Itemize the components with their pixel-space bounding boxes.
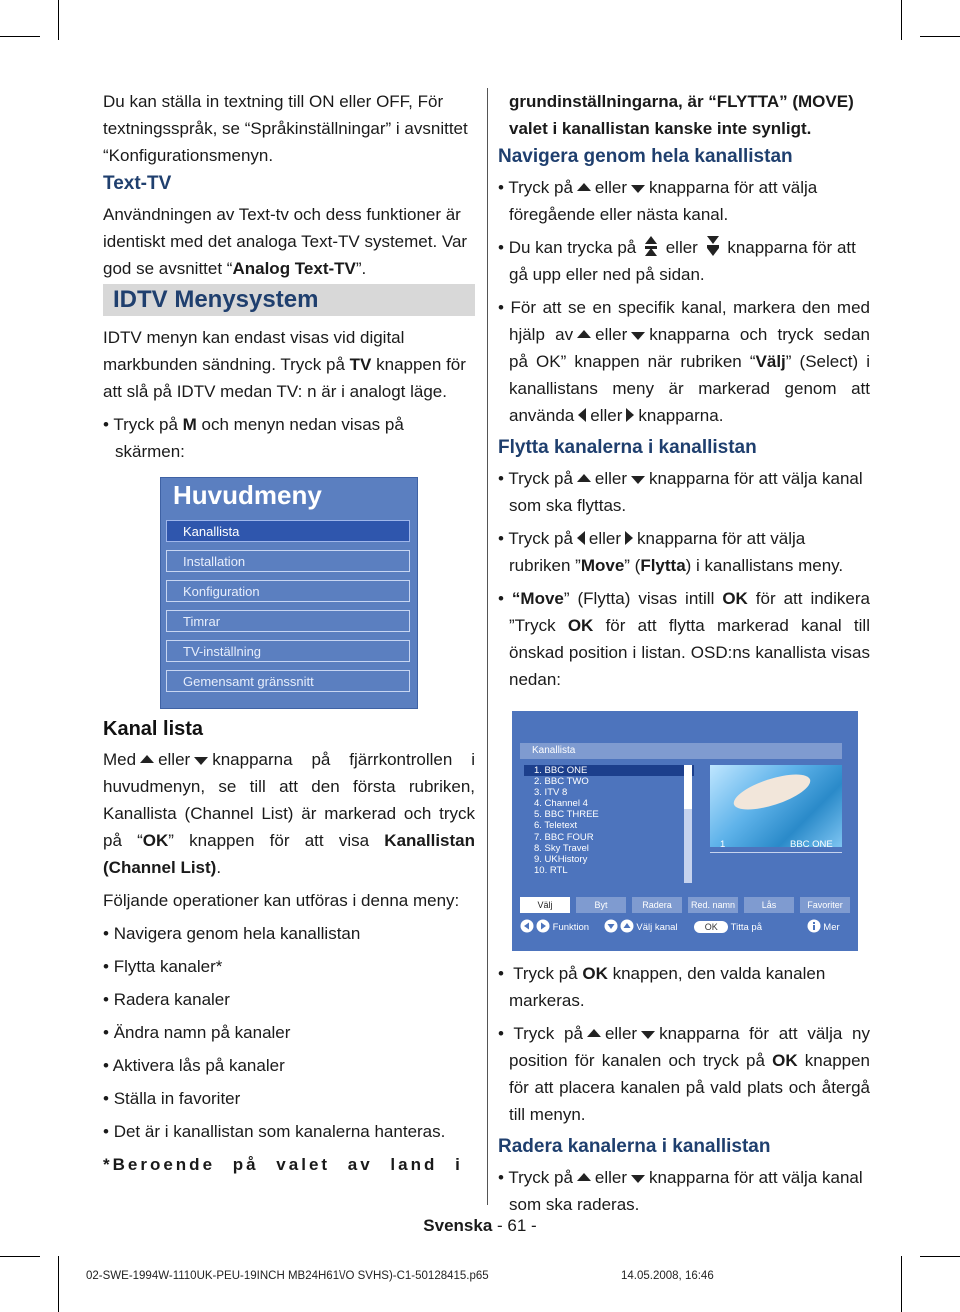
bullet-dot [103,1056,109,1075]
kanal-text-3: knapparna på fjärrkontrollen i huvudmenyn, se till att den första rubriken, Kanallista (Channel List) är markerad och tryck på “ [103,750,475,850]
channel-row[interactable]: 7. BBC FOUR [534,831,594,843]
menu-item-installation[interactable]: Installation [166,550,410,572]
ok-bold: OK [582,964,608,983]
nav-bullet-2 [498,234,870,288]
legend-titta: Titta på [730,922,763,933]
ops-item: Radera kanaler [113,990,230,1009]
move-text: knapparna för att välja rubriken ” [509,529,806,575]
move-bullet-1 [498,465,870,519]
button-byt[interactable]: Byt [576,897,626,913]
ok-text: knappen, den valda kanalen markeras. [509,964,826,1010]
bullet-dot [498,1024,504,1043]
heading-text-tv: Text-TV [103,173,172,194]
move-bold: Move [520,589,564,608]
down-circle-icon [604,919,618,933]
up-arrow-icon [577,330,591,338]
crop-mark [920,36,960,37]
section-band-idtv: IDTV Menysystem [103,284,475,316]
bullet-dot [498,964,504,983]
channel-row[interactable]: 2. BBC TWO [534,776,589,788]
channel-list-header: Kanallista [520,743,842,759]
nav-text: ” (Select) i kanallistans meny är markerad genom att använda [509,352,870,425]
bullet-dot [103,415,109,434]
bullet-dot [103,924,109,943]
nav-text: knapparna för att gå upp eller ned på sidan. [509,238,856,284]
bullet-dot [103,990,109,1009]
button-favoriter[interactable]: Favoriter [800,897,850,913]
button-radera[interactable]: Radera [632,897,682,913]
ok-bold: OK [772,1051,798,1070]
ops-item: Navigera genom hela kanallistan [113,924,361,943]
text-tv-bold: Analog Text-TV [232,259,356,278]
bullet-dot [103,1122,109,1141]
legend-funktion: Funktion [552,922,590,933]
kanal-text-5: . [216,858,222,877]
page-up-icon [645,236,657,256]
move-bold: Flytta [640,556,686,575]
right-column-bottom [498,960,870,1224]
up-arrow-icon [577,183,591,191]
legend-bar [520,919,850,937]
up-circle-icon [620,919,634,933]
button-red-namn[interactable]: Red. namn [688,897,738,913]
move-bold: OK [722,589,748,608]
crop-mark [0,36,40,37]
ops-item: Ändra namn på kanaler [113,1023,291,1042]
left-column-bottom [103,716,475,1184]
down-arrow-icon [631,476,645,484]
down-arrow-icon [631,332,645,340]
menu-item-gemensamt[interactable]: Gemensamt gränssnitt [166,670,410,692]
bullet-dot [103,1089,109,1108]
ops-bullet [103,920,475,947]
ok-button-icon: OK [694,921,728,933]
menu-item-konfiguration[interactable]: Konfiguration [166,580,410,602]
crop-mark [58,0,59,40]
idtv-text: IDTV menyn kan endast visas vid digital markbunden sändning. Tryck på [103,328,405,374]
bullet-dot [498,238,504,257]
footer-date: 14.05.2008, 16:46 [621,1270,714,1282]
heading-move: Flytta kanalerna i kanallistan [498,437,757,458]
delete-bullet-1 [498,1164,870,1218]
right-circle-icon [536,919,550,933]
channel-row[interactable]: 10. RTL [534,864,568,876]
bullet-dot [498,298,504,317]
ops-bullet [103,1019,475,1046]
ops-bullet [103,953,475,980]
nav-bullet-3 [498,294,870,429]
ok-text: Tryck på [513,964,583,983]
bullet-dot [498,589,504,608]
bullet-dot [103,957,109,976]
crop-mark [0,1256,40,1257]
footnote: *Beroende på valet av land i [103,1155,463,1174]
right-arrow-icon [625,531,633,545]
press-m-text: Tryck på [113,415,183,434]
down-arrow-icon [194,757,208,765]
up-arrow-icon [577,474,591,482]
channel-row[interactable]: 6. Teletext [534,820,578,832]
legend-valj-kanal: Välj kanal [636,922,678,933]
ops-item: Det är i kanallistan som kanalerna hanteras. [113,1122,446,1141]
button-las[interactable]: Lås [744,897,794,913]
nav-text: Tryck på [508,178,573,197]
intro-paragraph: Du kan ställa in textning till ON eller OFF, För textningsspråk, se “Språkinställningar” i avsnittet “Konfigurationsmenyn. [103,92,468,165]
preview-channel-name: BBC ONE [790,839,833,850]
preview-underline [710,852,842,853]
delete-text: eller [594,1168,628,1187]
idtv-end: knappen för att slå på IDTV medan TV: n är i analogt läge. [103,355,466,401]
idtv-paragraph [103,324,475,405]
ops-item: Ställa in favoriter [113,1089,241,1108]
kanal-text-4: ” knappen för att visa [168,831,385,850]
press-m-bold: M [182,415,197,434]
delete-text: knapparna för att välja kanal som ska raderas. [509,1168,863,1214]
nav-text: knapparna. [638,406,724,425]
ok-bullet-2 [498,1020,870,1128]
ops-bullet [103,1085,475,1112]
left-circle-icon [520,919,534,933]
right-column-top [498,88,870,699]
up-arrow-icon [587,1029,601,1037]
kanal-text-1: Med [103,750,137,769]
page-down-icon [707,236,719,256]
nav-text: eller [590,406,623,425]
menu-item-kanallista[interactable]: Kanallista [166,520,410,542]
channel-row[interactable]: 5. BBC THREE [534,809,599,821]
idtv-bold: TV [349,355,372,374]
button-valj[interactable]: Välj [520,897,570,913]
preview-channel-number: 1 [720,839,726,850]
down-arrow-icon [631,1175,645,1183]
info-icon [807,919,821,933]
page-number-value: - 61 - [492,1216,537,1235]
ops-item: Flytta kanaler* [113,957,223,976]
column-divider [487,88,488,1205]
ops-bullet [103,1118,475,1145]
text-tv-text: Användningen av Text-tv och dess funktioner är identiskt med det analoga Text-TV systemet. Var god se avsnittet “ [103,205,468,278]
move-bold: “ [511,589,521,608]
move-bold: OK [567,616,594,635]
ops-paragraph: Följande operationer kan utföras i denna meny: [103,891,460,910]
nav-bullet-1 [498,174,870,228]
page-number [0,1216,960,1236]
crop-mark [920,1256,960,1257]
continued-paragraph: grundinställningarna, är “FLYTTA” (MOVE) valet i kanallistan kanske inte synligt. [509,92,854,138]
move-text: ) i kanallistans meny. [685,556,844,575]
text-tv-end: ”. [355,259,367,278]
bullet-dot [103,1023,109,1042]
crop-mark [58,1256,59,1312]
nav-text: knapparna för att välja föregående eller nästa kanal. [509,178,818,224]
move-text: för att indikera ”Tryck [509,589,870,635]
move-text: eller [594,469,628,488]
left-column-top [103,88,475,471]
menu-item-tv-installning[interactable]: TV-inställning [166,640,410,662]
delete-text: Tryck på [508,1168,573,1187]
right-arrow-icon [626,408,634,422]
ok-bullet-1 [498,960,870,1014]
down-arrow-icon [641,1031,655,1039]
move-text: ” (Flytta) visas intill [563,589,723,608]
ops-item: Aktivera lås på kanaler [112,1056,285,1075]
ok-text: eller [604,1024,638,1043]
left-arrow-icon [577,531,585,545]
ops-bullet [103,1052,475,1079]
press-m-end: och menyn nedan visas på skärmen: [115,415,404,461]
move-text: för att flytta markerad kanal till önskad position i listan. OSD:ns kanallista visas nedan: [509,616,870,689]
move-text: eller [588,529,622,548]
bullet-dot [498,469,504,488]
bullet-dot [498,529,504,548]
nav-text: eller [665,238,698,257]
ok-text: Tryck på [513,1024,583,1043]
nav-text: Du kan trycka på [508,238,637,257]
main-menu-title: Huvudmeny [173,480,322,510]
channel-row[interactable]: 1. BBC ONE [524,765,694,776]
press-m-bullet [103,411,475,465]
up-arrow-icon [140,755,154,763]
bullet-dot [498,178,504,197]
nav-text: För att se en specifik kanal, markera den med hjälp av [509,298,870,344]
move-bullet-2 [498,525,870,579]
channel-row[interactable]: 4. Channel 4 [534,798,588,810]
move-text: Tryck på [508,529,573,548]
kanal-text-2: eller [158,750,191,769]
nav-bold: Välj [755,352,786,371]
heading-navigate: Navigera genom hela kanallistan [498,146,793,167]
channel-row[interactable]: 3. ITV 8 [534,787,568,799]
channel-list [524,765,694,883]
bullet-dot [498,1168,504,1187]
move-bullet-3 [498,585,870,693]
move-text: knapparna för att välja kanal som ska flyttas. [509,469,863,515]
nav-text: eller [594,178,628,197]
nav-text: knapparna och tryck sedan på OK” knappen när rubriken “ [509,325,870,371]
function-button-row [520,897,850,913]
channel-row[interactable]: 9. UKHistory [534,853,588,865]
footer-file: 02-SWE-1994W-1110UK-PEU-19INCH MB24H61\/O SVHS)-C1-50128415.p65 [86,1270,489,1282]
ok-text: knappen för att placera kanalen på vald plats och återgå till menyn. [509,1051,871,1124]
nav-text: eller [595,325,628,344]
heading-kanal-lista: Kanal lista [103,718,204,740]
up-arrow-icon [577,1173,591,1181]
kanal-bold: Kanallistan (Channel List) [103,831,475,877]
left-arrow-icon [578,408,586,422]
channel-list-screen [512,711,858,951]
menu-item-timrar[interactable]: Timrar [166,610,410,632]
kanal-paragraph [103,746,475,881]
channel-row[interactable]: 8. Sky Travel [534,842,589,854]
kanal-ok: OK [142,831,169,850]
text-tv-paragraph [103,201,475,282]
crop-mark [901,1256,902,1312]
main-menu-screen [160,477,418,709]
move-text: Tryck på [508,469,573,488]
ok-text: knapparna för att välja ny position för kanalen och tryck på [509,1024,871,1070]
crop-mark [901,0,902,40]
move-bold: Move [580,556,625,575]
legend-mer: Mer [823,922,840,933]
page-number-language: Svenska [423,1216,493,1235]
down-arrow-icon [631,185,645,193]
heading-delete: Radera kanalerna i kanallistan [498,1136,771,1157]
ops-bullet [103,986,475,1013]
scrollbar-thumb[interactable] [684,765,692,809]
move-text: ” ( [624,556,641,575]
